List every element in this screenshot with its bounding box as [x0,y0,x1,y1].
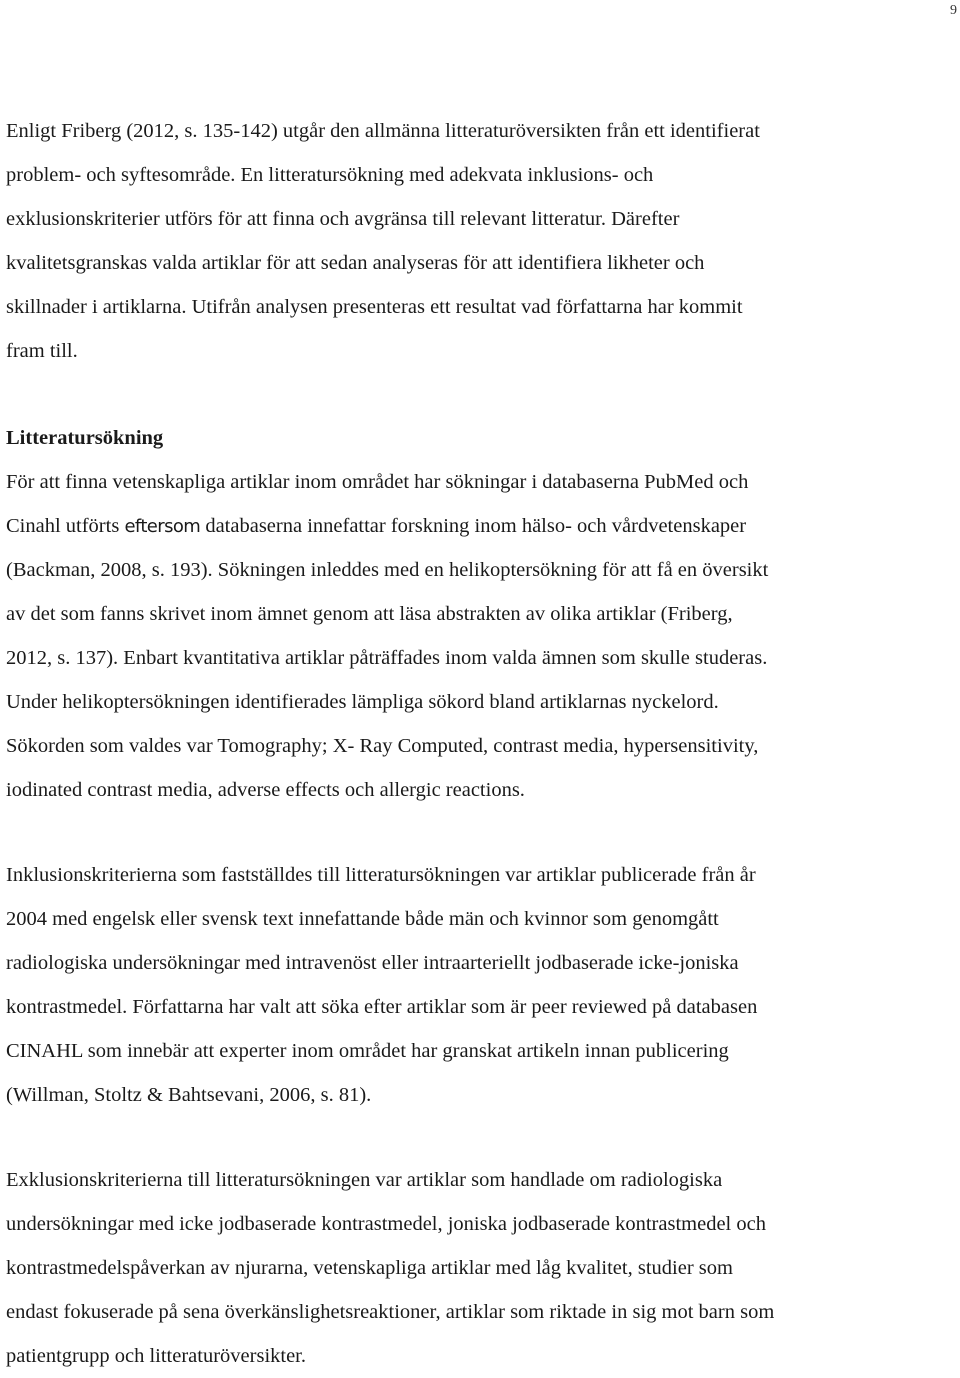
inclusion-line: (Willman, Stoltz & Bahtsevani, 2006, s. 81). [6,1084,372,1106]
inclusion-line: 2004 med engelsk eller svensk text innefattande både män och kvinnor som genomgått [6,908,719,930]
intro-line: exklusionskriterier utförs för att finna och avgränsa till relevant litteratur. Därefter [6,208,680,230]
inclusion-line: radiologiska undersökningar med intravenöst eller intraarteriellt jodbaserade icke-joniska [6,952,739,974]
search-line-start: Cinahl utförts [6,515,125,537]
inclusion-line: CINAHL som innebär att experter inom området har granskat artikeln innan publicering [6,1040,729,1062]
inclusion-paragraph [6,853,956,1117]
section-heading-litteratursokning: Litteratursökning [6,427,164,449]
search-line: Under helikoptersökningen identifierades lämpliga sökord bland artiklarnas nyckelord. [6,691,719,713]
search-line: iodinated contrast media, adverse effects och allergic reactions. [6,779,525,801]
intro-line: skillnader i artiklarna. Utifrån analysen presenteras ett resultat vad författarna har kommit [6,296,743,318]
exclusion-line: endast fokuserade på sena överkänslighetsreaktioner, artiklar som riktade in sig mot barn som [6,1301,775,1323]
search-line: (Backman, 2008, s. 193). Sökningen inleddes med en helikoptersökning för att få en översikt [6,559,769,581]
exclusion-paragraph [6,1158,956,1378]
search-line [6,504,956,548]
search-line-end: databaserna innefattar forskning inom hälso- och vårdvetenskaper [200,515,747,537]
exclusion-line: kontrastmedelspåverkan av njurarna, vetenskapliga artiklar med låg kvalitet, studier som [6,1257,733,1279]
intro-paragraph [6,109,956,373]
exclusion-line: undersökningar med icke jodbaserade kontrastmedel, joniska jodbaserade kontrastmedel och [6,1213,766,1235]
inclusion-line: Inklusionskriterierna som fastställdes till litteratursökningen var artiklar publicerade från år [6,864,756,886]
exclusion-line: Exklusionskriterierna till litteratursökningen var artiklar som handlade om radiologiska [6,1169,723,1191]
intro-line: Enligt Friberg (2012, s. 135-142) utgår den allmänna litteraturöversikten från ett identifierat [6,120,760,142]
inclusion-line: kontrastmedel. Författarna har valt att söka efter artiklar som är peer reviewed på databasen [6,996,758,1018]
intro-line: fram till. [6,340,78,362]
search-line: av det som fanns skrivet inom ämnet genom att läsa abstrakten av olika artiklar (Friberg, [6,603,733,625]
search-line: Sökorden som valdes var Tomography; X- Ray Computed, contrast media, hypersensitivity, [6,735,759,757]
search-line: 2012, s. 137). Enbart kvantitativa artiklar påträffades inom valda ämnen som skulle studeras. [6,647,768,669]
exclusion-line: patientgrupp och litteraturöversikter. [6,1345,307,1367]
page-number: 9 [950,3,957,18]
intro-line: problem- och syftesområde. En litteratursökning med adekvata inklusions- och [6,164,654,186]
sans-word: eftersom [124,516,201,537]
search-line: För att finna vetenskapliga artiklar inom området har sökningar i databaserna PubMed och [6,471,749,493]
search-paragraph [6,460,956,812]
intro-line: kvalitetsgranskas valda artiklar för att sedan analyseras för att identifiera likheter och [6,252,705,274]
